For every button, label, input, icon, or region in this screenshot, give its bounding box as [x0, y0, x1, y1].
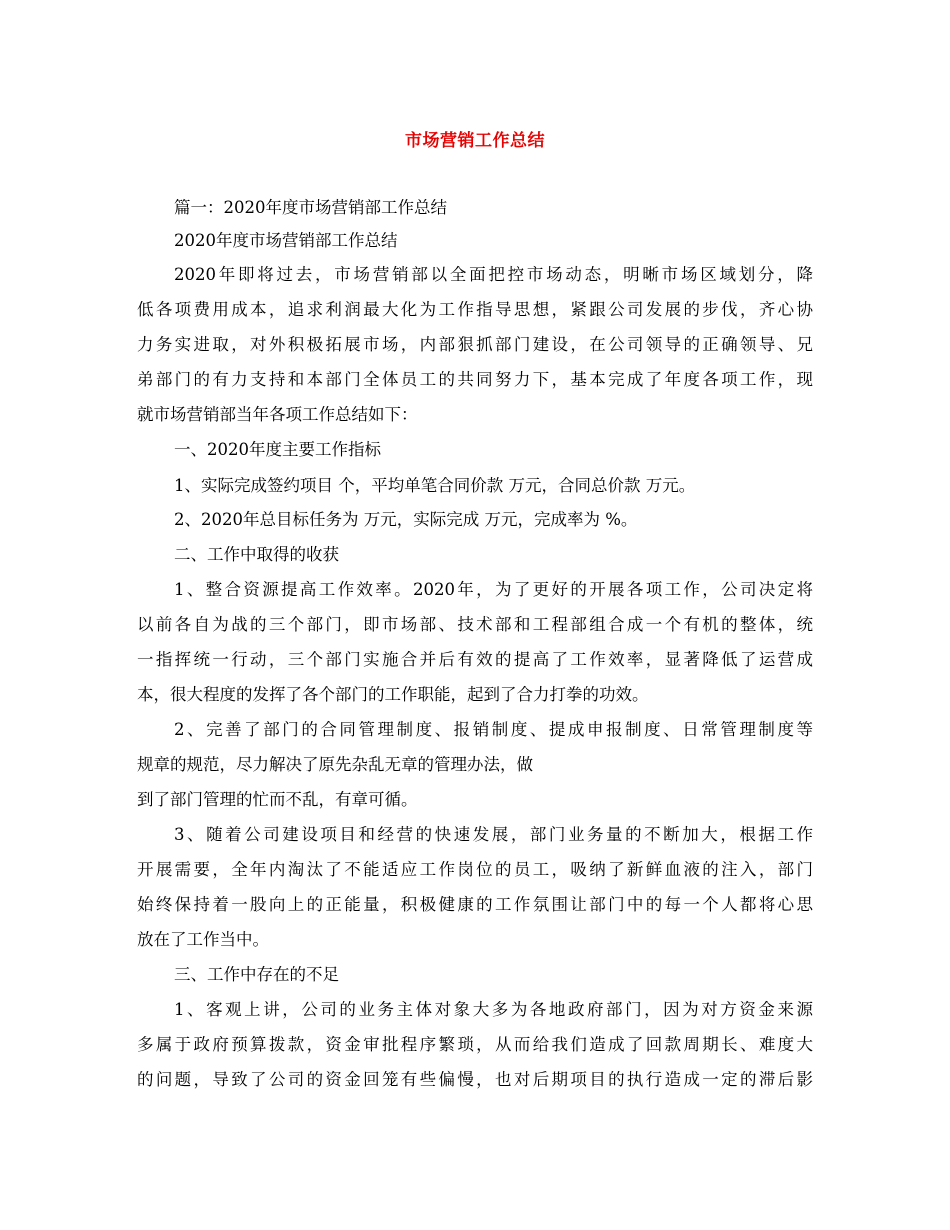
list-item: 2、2020年总目标任务为 万元，实际完成 万元，完成率为 %。 [174, 510, 638, 529]
document-title: 市场营销工作总结 [405, 131, 545, 151]
paragraph-line: 低各项费用成本，追求利润最大化为工作指导思想，紧跟公司发展的步伐，齐心协 [137, 300, 813, 319]
paragraph-line: 1、客观上讲，公司的业务主体对象大多为各地政府部门，因为对方资金来源 [174, 1000, 813, 1019]
paragraph-line: 本，很大程度的发挥了各个部门的工作职能，起到了合力打拳的功效。 [137, 685, 649, 704]
paragraph-line: 放在了工作当中。 [137, 930, 269, 949]
paragraph-line: 2020年即将过去，市场营销部以全面把控市场动态，明晰市场区域划分，降 [174, 265, 813, 284]
section-heading: 三、工作中存在的不足 [174, 965, 339, 984]
section-heading: 一、2020年度主要工作指标 [174, 440, 381, 459]
paragraph-line: 一指挥统一行动，三个部门实施合并后有效的提高了工作效率，显著降低了运营成 [137, 650, 813, 669]
paragraph-line: 规章的规范，尽力解决了原先杂乱无章的管理办法，做 [137, 755, 533, 774]
section-heading: 二、工作中取得的收获 [174, 545, 339, 564]
paragraph-line: 力务实进取，对外积极拓展市场，内部狠抓部门建设，在公司领导的正确领导、兄 [137, 335, 813, 354]
paragraph-line: 以前各自为战的三个部门，即市场部、技术部和工程部组合成一个有机的整体，统 [137, 615, 813, 634]
paragraph-line: 2、完善了部门的合同管理制度、报销制度、提成申报制度、日常管理制度等 [174, 720, 813, 739]
paragraph-line: 的问题，导致了公司的资金回笼有些偏慢，也对后期项目的执行造成一定的滞后影 [137, 1070, 813, 1089]
paragraph-line: 开展需要，全年内淘汰了不能适应工作岗位的员工，吸纳了新鲜血液的注入，部门 [137, 860, 813, 879]
paragraph-line: 始终保持着一股向上的正能量，积极健康的工作氛围让部门中的每一个人都将心思 [137, 895, 813, 914]
subtitle-line: 2020年度市场营销部工作总结 [174, 231, 398, 250]
paragraph-line: 3、随着公司建设项目和经营的快速发展，部门业务量的不断加大，根据工作 [174, 825, 813, 844]
paragraph-line: 弟部门的有力支持和本部门全体员工的共同努力下，基本完成了年度各项工作，现 [137, 370, 813, 389]
paragraph-line: 到了部门管理的忙而不乱，有章可循。 [137, 790, 418, 809]
section-heading: 篇一：2020年度市场营销部工作总结 [174, 198, 447, 217]
paragraph-line: 就市场营销部当年各项工作总结如下： [137, 405, 418, 424]
paragraph-line: 1、整合资源提高工作效率。2020年，为了更好的开展各项工作，公司决定将 [174, 580, 813, 599]
paragraph-line: 多属于政府预算拨款，资金审批程序繁琐，从而给我们造成了回款周期长、难度大 [137, 1035, 813, 1054]
list-item: 1、实际完成签约项目 个，平均单笔合同价款 万元，合同总价款 万元。 [174, 476, 696, 495]
